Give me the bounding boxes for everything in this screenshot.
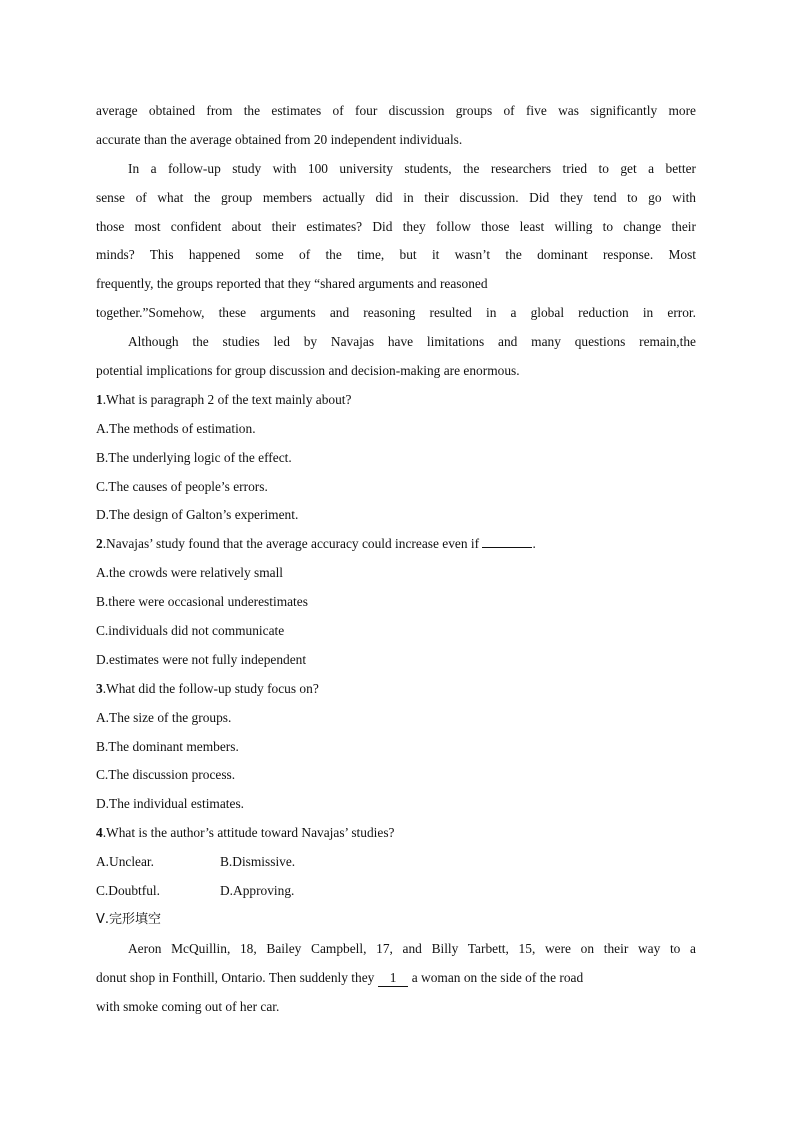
question-stem: 1.What is paragraph 2 of the text mainly about? — [96, 391, 352, 407]
question-number: 4 — [96, 825, 103, 841]
document-page — [96, 97, 696, 1022]
answer-options-row — [96, 877, 696, 906]
section-heading: Ⅴ.完形填空 — [96, 911, 162, 927]
question-number: 3 — [96, 680, 103, 696]
answer-option[interactable]: B.The underlying logic of the effect. — [96, 449, 292, 465]
answer-option[interactable]: B.The dominant members. — [96, 738, 239, 754]
passage-line: accurate than the average obtained from 20 independent individuals. — [96, 131, 463, 147]
question-1 — [96, 386, 696, 530]
answer-option[interactable]: D.estimates were not fully independent — [96, 651, 307, 667]
question-stem: 2.Navajas’ study found that the average accuracy could increase even if . — [96, 530, 696, 559]
question-stem: 3.What did the follow-up study focus on? — [96, 680, 319, 696]
answer-option[interactable]: A.the crowds were relatively small — [96, 565, 284, 581]
passage-line: those most confident about their estimates? Did they follow those least willing to change their — [96, 218, 696, 234]
cloze-line: with smoke coming out of her car. — [96, 998, 280, 1014]
answer-option[interactable]: C.The discussion process. — [96, 767, 236, 783]
answer-option[interactable]: B.Dismissive. — [220, 854, 296, 870]
passage-line: potential implications for group discussion and decision-making are enormous. — [96, 363, 520, 379]
answer-option[interactable]: C.Doubtful. — [96, 883, 160, 899]
answer-option[interactable]: A.Unclear. — [96, 854, 155, 870]
answer-option[interactable]: D.The design of Galton’s experiment. — [96, 507, 299, 523]
answer-option[interactable]: C.individuals did not communicate — [96, 623, 285, 639]
passage-line: frequently, the groups reported that they “shared arguments and reasoned — [96, 276, 488, 292]
answer-options-row — [96, 848, 696, 877]
question-stem: 4.What is the author’s attitude toward Navajas’ studies? — [96, 825, 395, 841]
cloze-passage — [96, 935, 696, 1022]
question-4 — [96, 819, 696, 906]
passage-line: average obtained from the estimates of four discussion groups of five was significantly more — [96, 103, 696, 118]
answer-option[interactable]: D.Approving. — [220, 883, 295, 899]
cloze-line: Aeron McQuillin, 18, Bailey Campbell, 17, and Billy Tarbett, 15, were on their way to a — [128, 940, 696, 956]
answer-option[interactable]: A.The size of the groups. — [96, 709, 232, 725]
answer-option[interactable]: C.The causes of people’s errors. — [96, 478, 268, 494]
answer-option[interactable]: A.The methods of estimation. — [96, 420, 256, 436]
passage — [96, 97, 696, 386]
question-number: 2 — [96, 536, 103, 552]
answer-blank[interactable] — [482, 531, 532, 548]
cloze-blank-1[interactable]: 1 — [378, 970, 409, 987]
passage-line: sense of what the group members actually did in their discussion. Did they tend to go with — [96, 189, 696, 205]
passage-line: minds? This happened some of the time, but it wasn’t the dominant response. Most — [96, 247, 696, 263]
question-2 — [96, 530, 696, 674]
question-3 — [96, 675, 696, 819]
passage-line: together.”Somehow, these arguments and reasoning resulted in a global reduction in error. — [96, 305, 696, 321]
passage-line: Although the studies led by Navajas have limitations and many questions remain,the — [128, 334, 696, 350]
answer-option[interactable]: B.there were occasional underestimates — [96, 594, 308, 610]
question-number: 1 — [96, 391, 103, 407]
answer-option[interactable]: D.The individual estimates. — [96, 796, 245, 812]
passage-line: In a follow-up study with 100 university students, the researchers tried to get a better — [128, 160, 696, 176]
cloze-line: donut shop in Fonthill, Ontario. Then suddenly they 1 a woman on the side of the road — [96, 969, 584, 985]
